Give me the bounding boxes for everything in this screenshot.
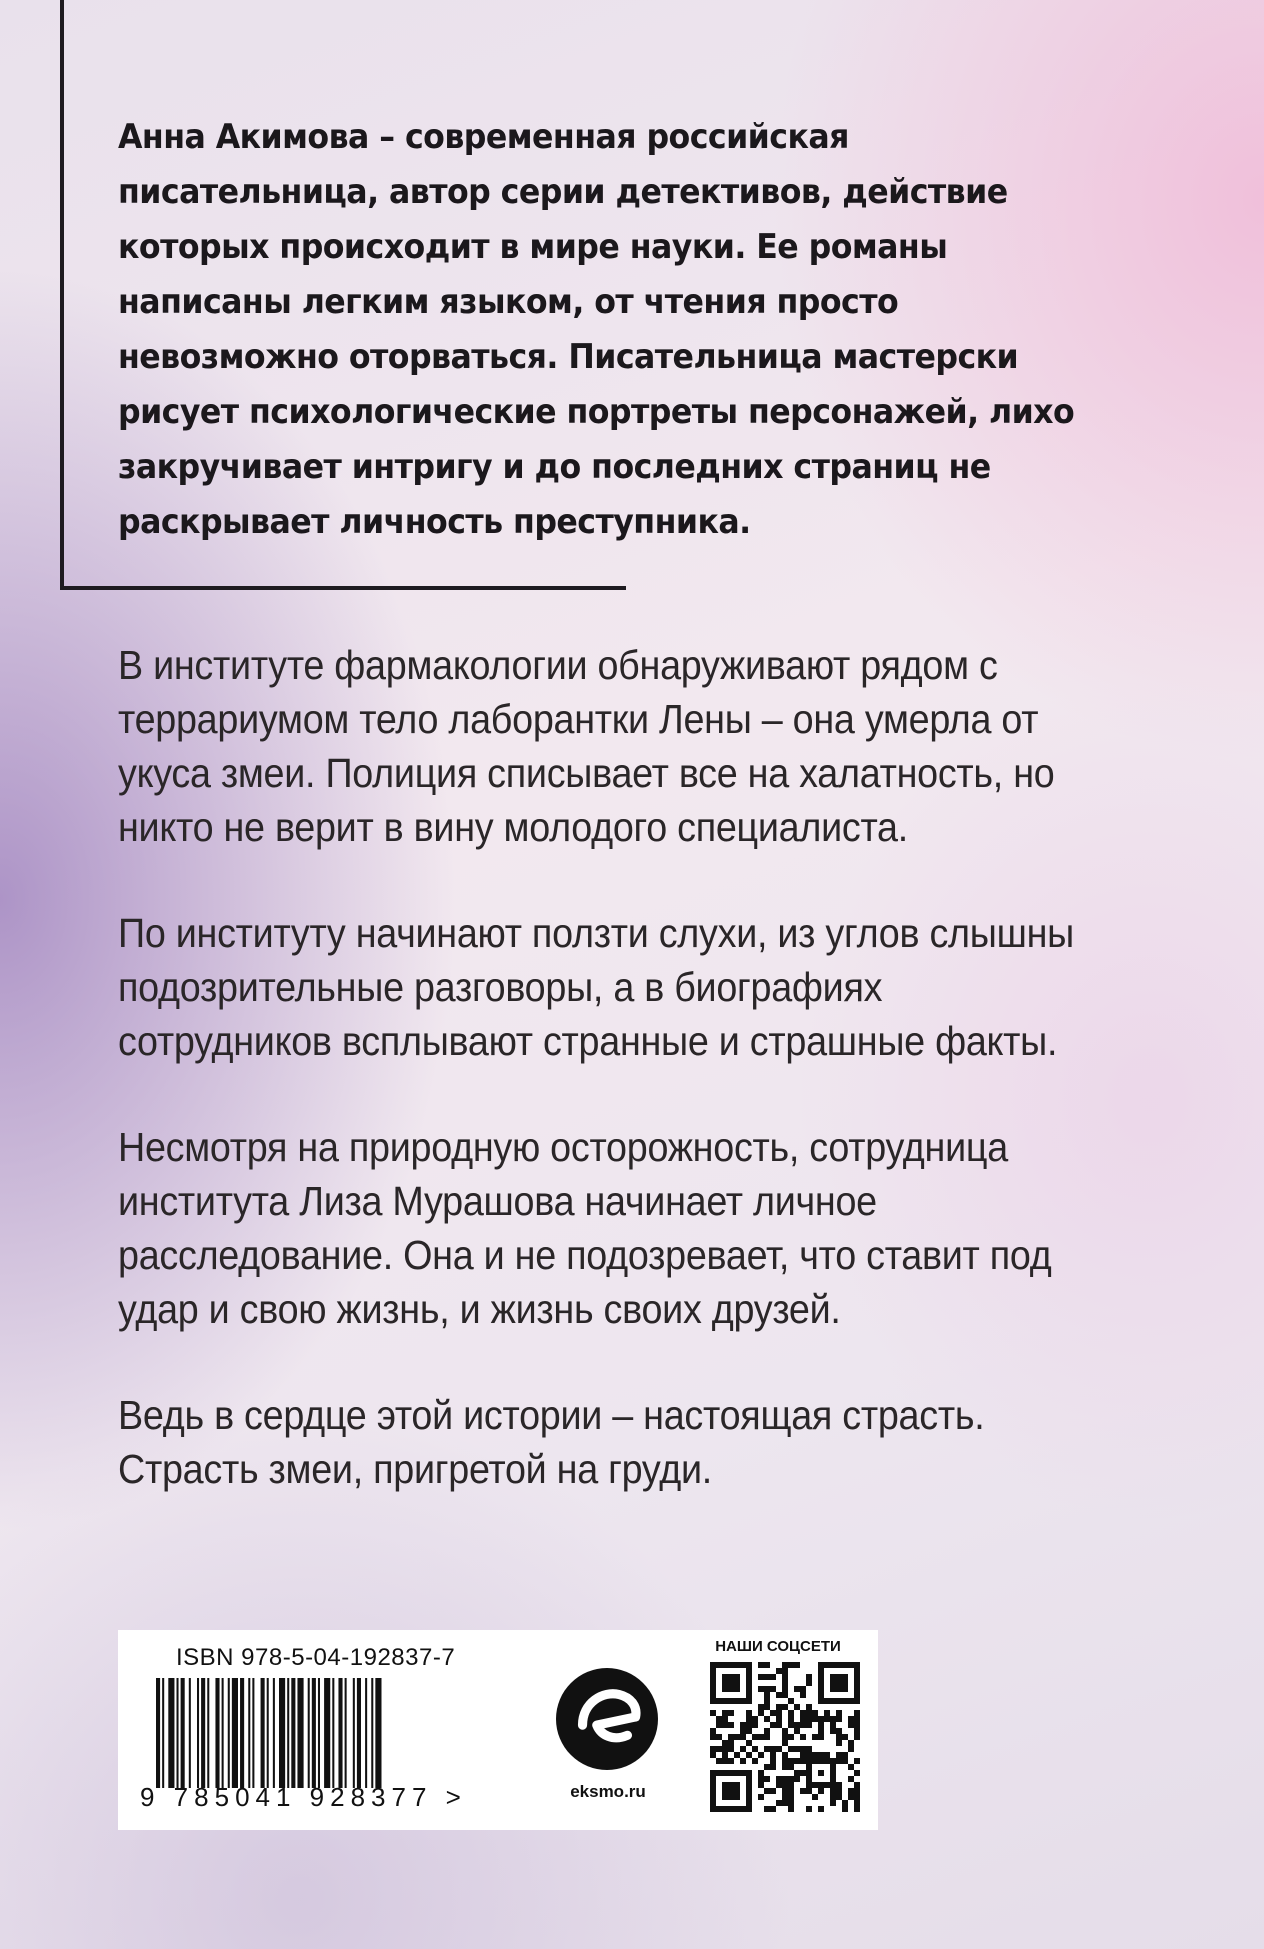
qr-module bbox=[788, 1788, 794, 1794]
qr-module bbox=[854, 1734, 860, 1740]
qr-module bbox=[788, 1722, 794, 1728]
qr-module bbox=[806, 1710, 812, 1716]
barcode-bar bbox=[297, 1678, 303, 1788]
qr-module bbox=[818, 1806, 824, 1812]
qr-module bbox=[710, 1752, 716, 1758]
qr-module bbox=[788, 1806, 794, 1812]
qr-module bbox=[764, 1734, 770, 1740]
qr-module bbox=[854, 1728, 860, 1734]
qr-module bbox=[854, 1788, 860, 1794]
qr-module bbox=[854, 1806, 860, 1812]
qr-module bbox=[794, 1728, 800, 1734]
qr-module bbox=[782, 1740, 788, 1746]
qr-module bbox=[722, 1740, 728, 1746]
qr-module bbox=[782, 1662, 788, 1668]
qr-module bbox=[746, 1716, 752, 1722]
qr-module bbox=[830, 1800, 836, 1806]
qr-module bbox=[794, 1704, 800, 1710]
qr-module bbox=[806, 1704, 812, 1710]
synopsis-paragraph-1: В институте фармакологии обнаруживают рядом с террариумом тело лаборантки Лены – она умерла от укуса змеи. Полиция списывает все на халатность, но никто не верит в вину молодого специалиста. bbox=[118, 642, 1055, 850]
qr-module bbox=[830, 1794, 836, 1800]
qr-module bbox=[782, 1692, 788, 1698]
qr-module bbox=[722, 1722, 728, 1728]
qr-module bbox=[836, 1782, 842, 1788]
qr-module bbox=[848, 1776, 854, 1782]
qr-module bbox=[716, 1722, 722, 1728]
isbn-label: ISBN 978-5-04-192837-7 bbox=[176, 1644, 456, 1671]
qr-module bbox=[836, 1752, 842, 1758]
qr-module bbox=[758, 1704, 764, 1710]
qr-module bbox=[782, 1668, 788, 1674]
qr-module bbox=[716, 1734, 722, 1740]
qr-module bbox=[764, 1692, 770, 1698]
qr-module bbox=[764, 1728, 770, 1734]
qr-module bbox=[758, 1710, 764, 1716]
qr-module bbox=[836, 1740, 842, 1746]
barcode-bar bbox=[353, 1678, 355, 1788]
qr-module bbox=[728, 1746, 734, 1752]
qr-module bbox=[836, 1710, 842, 1716]
qr-module bbox=[740, 1734, 746, 1740]
qr-module bbox=[740, 1746, 746, 1752]
qr-module bbox=[710, 1728, 716, 1734]
qr-module bbox=[776, 1710, 782, 1716]
social-label: НАШИ СОЦСЕТИ bbox=[715, 1638, 841, 1655]
synopsis-paragraph-3: Несмотря на природную осторожность, сотрудница института Лиза Мурашова начинает личное расследование. Она и не подозревает, что ставит под удар и свою жизнь, и жизнь своих друзей. bbox=[118, 1124, 1052, 1332]
barcode-bar bbox=[162, 1678, 164, 1788]
qr-module bbox=[746, 1752, 752, 1758]
qr-module bbox=[740, 1758, 746, 1764]
barcode-bar bbox=[215, 1678, 219, 1788]
qr-module bbox=[764, 1662, 770, 1668]
qr-module bbox=[824, 1710, 830, 1716]
qr-module bbox=[800, 1752, 806, 1758]
qr-module bbox=[836, 1716, 842, 1722]
barcode-bar bbox=[189, 1678, 191, 1788]
qr-module bbox=[776, 1782, 782, 1788]
qr-module bbox=[848, 1740, 854, 1746]
qr-module bbox=[776, 1776, 782, 1782]
qr-module bbox=[818, 1734, 824, 1740]
barcode-bar bbox=[181, 1678, 185, 1788]
barcode-bar bbox=[232, 1678, 238, 1788]
qr-module bbox=[782, 1752, 788, 1758]
qr-module bbox=[710, 1734, 716, 1740]
qr-module bbox=[818, 1752, 824, 1758]
qr-module bbox=[710, 1710, 716, 1716]
qr-module bbox=[818, 1728, 824, 1734]
qr-module bbox=[746, 1728, 752, 1734]
qr-module bbox=[788, 1734, 794, 1740]
qr-module bbox=[764, 1806, 770, 1812]
qr-module bbox=[800, 1716, 806, 1722]
barcode-digits: 9 785041 928377 > bbox=[140, 1782, 467, 1812]
qr-module bbox=[758, 1662, 764, 1668]
qr-module bbox=[854, 1722, 860, 1728]
qr-module bbox=[782, 1686, 788, 1692]
qr-module bbox=[758, 1770, 764, 1776]
qr-module bbox=[758, 1782, 764, 1788]
qr-module bbox=[794, 1686, 800, 1692]
qr-module bbox=[806, 1680, 812, 1686]
qr-module bbox=[758, 1752, 764, 1758]
qr-module bbox=[836, 1794, 842, 1800]
qr-module bbox=[722, 1758, 728, 1764]
qr-module bbox=[770, 1686, 776, 1692]
qr-module bbox=[770, 1674, 776, 1680]
qr-module bbox=[854, 1770, 860, 1776]
qr-module bbox=[806, 1674, 812, 1680]
qr-module bbox=[752, 1746, 758, 1752]
qr-module bbox=[770, 1764, 776, 1770]
qr-module bbox=[764, 1716, 770, 1722]
qr-module bbox=[776, 1800, 782, 1806]
qr-module bbox=[776, 1692, 782, 1698]
qr-module bbox=[758, 1734, 764, 1740]
qr-module bbox=[764, 1698, 770, 1704]
qr-module bbox=[740, 1728, 746, 1734]
qr-module bbox=[788, 1698, 794, 1704]
qr-code-icon[interactable] bbox=[710, 1662, 860, 1812]
qr-module bbox=[776, 1716, 782, 1722]
qr-module bbox=[782, 1674, 788, 1680]
qr-module bbox=[746, 1722, 752, 1728]
qr-module bbox=[800, 1758, 806, 1764]
qr-module bbox=[830, 1728, 836, 1734]
qr-module bbox=[782, 1782, 788, 1788]
qr-module bbox=[728, 1734, 734, 1740]
qr-module bbox=[782, 1794, 788, 1800]
qr-module bbox=[782, 1758, 788, 1764]
qr-module bbox=[788, 1716, 794, 1722]
qr-module bbox=[746, 1710, 752, 1716]
qr-module bbox=[764, 1764, 770, 1770]
qr-module bbox=[788, 1746, 794, 1752]
barcode-bar bbox=[156, 1678, 160, 1788]
qr-module bbox=[794, 1722, 800, 1728]
qr-module bbox=[788, 1758, 794, 1764]
qr-module bbox=[812, 1752, 818, 1758]
barcode-bar bbox=[375, 1678, 381, 1788]
barcode-bar bbox=[273, 1678, 275, 1788]
barcode-bar bbox=[345, 1678, 347, 1788]
qr-module bbox=[842, 1800, 848, 1806]
author-bio: Анна Акимова – современная российская писательница, автор серии детективов, действие которых происходит в мире науки. Ее романы написаны легким языком, от чтения просто невозможно оторваться. Писательница мастерски рисует психологические портреты персонажей, лихо закручивает интригу и до последних страниц не раскрывает личность преступника. bbox=[118, 117, 1075, 542]
qr-module bbox=[710, 1746, 716, 1752]
qr-module bbox=[794, 1758, 800, 1764]
qr-module bbox=[800, 1770, 806, 1776]
qr-module bbox=[800, 1734, 806, 1740]
qr-module bbox=[722, 1752, 728, 1758]
synopsis bbox=[118, 638, 1093, 1548]
qr-module bbox=[836, 1758, 842, 1764]
qr-module bbox=[836, 1788, 842, 1794]
qr-module bbox=[764, 1788, 770, 1794]
qr-module bbox=[836, 1734, 842, 1740]
synopsis-paragraph-2: По институту начинают ползти слухи, из углов слышны подозрительные разговоры, а в биографиях сотрудников всплывают странные и страшные факты. bbox=[118, 910, 1075, 1064]
qr-module bbox=[800, 1692, 806, 1698]
qr-module bbox=[794, 1746, 800, 1752]
qr-module bbox=[848, 1722, 854, 1728]
qr-module bbox=[842, 1806, 848, 1812]
qr-module bbox=[800, 1746, 806, 1752]
barcode-bar bbox=[365, 1678, 367, 1788]
qr-module bbox=[848, 1788, 854, 1794]
barcode-bar bbox=[287, 1678, 289, 1788]
qr-module bbox=[752, 1716, 758, 1722]
qr-module bbox=[824, 1716, 830, 1722]
barcode-bar bbox=[357, 1678, 361, 1788]
qr-module bbox=[854, 1800, 860, 1806]
qr-module bbox=[752, 1758, 758, 1764]
qr-module bbox=[788, 1794, 794, 1800]
qr-module bbox=[770, 1788, 776, 1794]
qr-module bbox=[794, 1776, 800, 1782]
qr-module bbox=[776, 1668, 782, 1674]
qr-module bbox=[854, 1794, 860, 1800]
qr-module bbox=[824, 1752, 830, 1758]
barcode-bar bbox=[197, 1678, 199, 1788]
qr-module bbox=[734, 1734, 740, 1740]
qr-module bbox=[848, 1794, 854, 1800]
qr-module bbox=[848, 1746, 854, 1752]
qr-module bbox=[764, 1776, 770, 1782]
qr-module bbox=[782, 1734, 788, 1740]
qr-module bbox=[806, 1722, 812, 1728]
synopsis-paragraph-4: Ведь в сердце этой истории – настоящая страсть. Страсть змеи, пригретой на груди. bbox=[118, 1392, 985, 1492]
barcode-bar bbox=[279, 1678, 285, 1788]
barcode-bar bbox=[252, 1678, 254, 1788]
qr-module bbox=[722, 1674, 740, 1692]
barcode-bar bbox=[261, 1678, 265, 1788]
frame-vertical-rule bbox=[60, 0, 64, 590]
qr-module bbox=[818, 1722, 824, 1728]
qr-module bbox=[728, 1710, 734, 1716]
qr-module bbox=[842, 1758, 848, 1764]
barcode-bar bbox=[312, 1678, 316, 1788]
qr-module bbox=[794, 1662, 800, 1668]
qr-module bbox=[758, 1686, 764, 1692]
qr-module bbox=[812, 1710, 818, 1716]
qr-module bbox=[770, 1722, 776, 1728]
publisher-site-link[interactable]: eksmo.ru bbox=[570, 1782, 646, 1801]
qr-module bbox=[782, 1704, 788, 1710]
barcode-bar bbox=[168, 1678, 174, 1788]
qr-module bbox=[848, 1764, 854, 1770]
qr-module bbox=[812, 1716, 818, 1722]
qr-module bbox=[764, 1704, 770, 1710]
qr-module bbox=[776, 1704, 782, 1710]
qr-module bbox=[800, 1722, 806, 1728]
qr-module bbox=[782, 1788, 788, 1794]
qr-module bbox=[782, 1776, 788, 1782]
qr-module bbox=[854, 1758, 860, 1764]
qr-module bbox=[806, 1752, 812, 1758]
qr-module bbox=[764, 1686, 770, 1692]
qr-module bbox=[716, 1746, 722, 1752]
qr-module bbox=[818, 1716, 824, 1722]
barcode-icon bbox=[156, 1678, 456, 1788]
qr-module bbox=[836, 1728, 842, 1734]
qr-module bbox=[830, 1716, 836, 1722]
qr-module bbox=[782, 1800, 788, 1806]
qr-module bbox=[800, 1788, 806, 1794]
qr-module bbox=[782, 1728, 788, 1734]
qr-module bbox=[752, 1722, 758, 1728]
qr-module bbox=[830, 1788, 836, 1794]
qr-module bbox=[794, 1770, 800, 1776]
qr-module bbox=[800, 1686, 806, 1692]
barcode-bar bbox=[267, 1678, 269, 1788]
qr-module bbox=[728, 1758, 734, 1764]
qr-module bbox=[788, 1776, 794, 1782]
qr-module bbox=[788, 1800, 794, 1806]
qr-module bbox=[788, 1710, 794, 1716]
qr-module bbox=[800, 1710, 806, 1716]
qr-module bbox=[716, 1716, 722, 1722]
qr-module bbox=[716, 1758, 722, 1764]
qr-module bbox=[854, 1782, 860, 1788]
qr-module bbox=[806, 1806, 812, 1812]
qr-module bbox=[734, 1752, 740, 1758]
qr-module bbox=[758, 1674, 764, 1680]
qr-module bbox=[722, 1782, 740, 1800]
qr-module bbox=[854, 1716, 860, 1722]
qr-module bbox=[854, 1710, 860, 1716]
qr-module bbox=[818, 1770, 824, 1776]
barcode-bar bbox=[324, 1678, 330, 1788]
qr-module bbox=[746, 1740, 752, 1746]
barcode-bar bbox=[332, 1678, 334, 1788]
qr-module bbox=[770, 1806, 776, 1812]
qr-module bbox=[782, 1680, 788, 1686]
qr-module bbox=[806, 1746, 812, 1752]
qr-module bbox=[782, 1764, 788, 1770]
qr-module bbox=[806, 1716, 812, 1722]
barcode-bar bbox=[371, 1678, 373, 1788]
barcode-bar bbox=[177, 1678, 179, 1788]
qr-module bbox=[818, 1788, 824, 1794]
qr-module bbox=[770, 1710, 776, 1716]
qr-module bbox=[830, 1674, 848, 1692]
qr-module bbox=[728, 1722, 734, 1728]
qr-module bbox=[806, 1788, 812, 1794]
qr-module bbox=[812, 1794, 818, 1800]
qr-module bbox=[770, 1758, 776, 1764]
eksmo-logo-icon bbox=[556, 1668, 658, 1770]
qr-module bbox=[830, 1722, 836, 1728]
qr-module bbox=[764, 1674, 770, 1680]
barcode-bar bbox=[240, 1678, 244, 1788]
qr-module bbox=[770, 1752, 776, 1758]
barcode-bar bbox=[201, 1678, 205, 1788]
qr-module bbox=[752, 1734, 758, 1740]
qr-module bbox=[722, 1710, 728, 1716]
barcode-bar bbox=[248, 1678, 250, 1788]
barcode-bar bbox=[318, 1678, 320, 1788]
barcode-bar bbox=[228, 1678, 230, 1788]
qr-module bbox=[788, 1782, 794, 1788]
qr-module bbox=[722, 1716, 728, 1722]
qr-module bbox=[758, 1776, 764, 1782]
frame-horizontal-rule bbox=[60, 586, 626, 590]
qr-module bbox=[842, 1734, 848, 1740]
barcode-bar bbox=[338, 1678, 342, 1788]
qr-module bbox=[764, 1746, 770, 1752]
qr-module bbox=[788, 1764, 794, 1770]
qr-module bbox=[776, 1746, 782, 1752]
qr-module bbox=[728, 1740, 734, 1746]
qr-module bbox=[842, 1752, 848, 1758]
qr-module bbox=[848, 1716, 854, 1722]
qr-module bbox=[722, 1746, 728, 1752]
qr-module bbox=[788, 1662, 794, 1668]
imprint-box bbox=[118, 1630, 878, 1830]
qr-module bbox=[740, 1722, 746, 1728]
qr-module bbox=[812, 1734, 818, 1740]
barcode-bar bbox=[291, 1678, 295, 1788]
barcode-bar bbox=[222, 1678, 224, 1788]
barcode-bar bbox=[308, 1678, 310, 1788]
qr-module bbox=[776, 1722, 782, 1728]
qr-module bbox=[770, 1746, 776, 1752]
barcode-bar bbox=[207, 1678, 209, 1788]
qr-module bbox=[758, 1794, 764, 1800]
